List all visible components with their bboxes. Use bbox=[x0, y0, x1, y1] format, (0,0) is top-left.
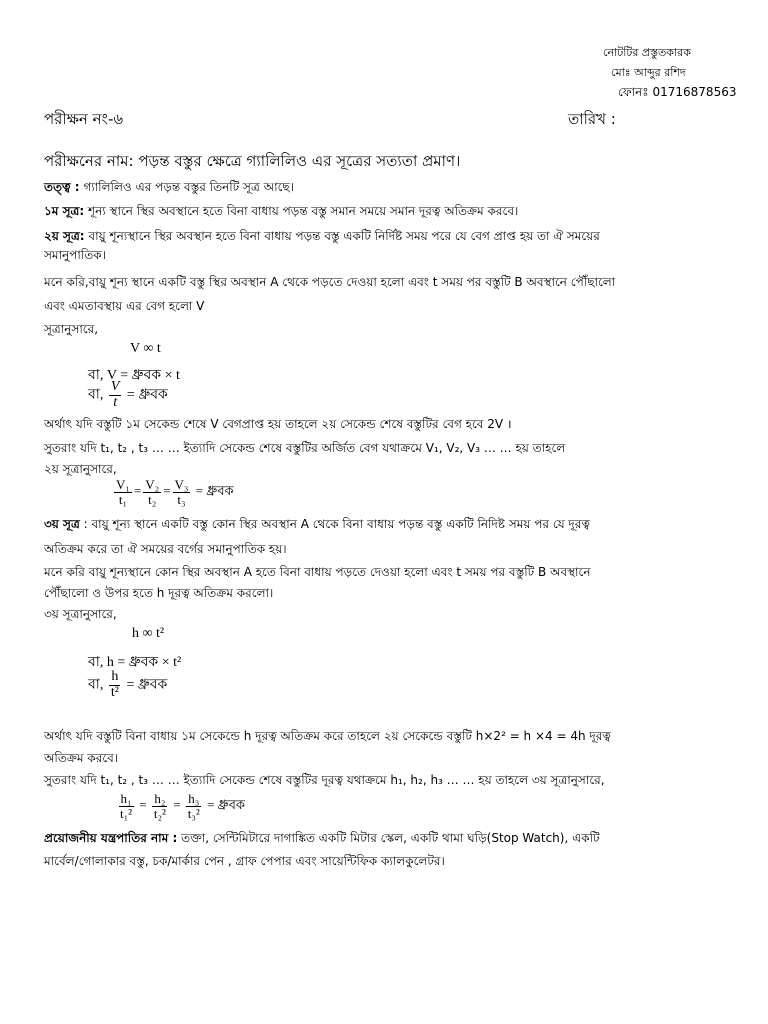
preparer-label: নোটটির প্রস্তুতকারক bbox=[603, 46, 691, 59]
law3-para1a: মনে করি বায়ু শূন্যস্থানে কোন স্থির অবস্থান A হতে বিনা বাধায় পড়তে দেওয়া হলো এবং t সময় পর বস্তুটি B অবস্থানে bbox=[44, 565, 591, 579]
law3-text1: : বায়ু শূন্য স্থানে একটি বস্তু কোন স্থির অবস্থান A থেকে বিনা বাধায় পড়ন্ত বস্তু একটি নিদিষ্ট সময় পর যে দূরত্ব bbox=[83, 517, 590, 531]
law3-eq3-fraction bbox=[109, 670, 121, 700]
law3-frac1-den: t₁² bbox=[120, 805, 133, 821]
law2-label: ২য় সূত্র: bbox=[44, 229, 85, 243]
law2-frac3-den: t₃ bbox=[177, 491, 186, 507]
author-name: মোঃ আব্দুর রশিদ bbox=[611, 66, 686, 79]
law2-para1b: এবং এমতাবস্থায় এর বেগ হলো V bbox=[44, 299, 205, 313]
law2-frac1-num: V₁ bbox=[116, 477, 130, 492]
law3-fraction-chain: $\frac{\text{h₁}}{\text{t₁²}}$ = $\frac{\text{h₂}}{\text{t₂²}}$ = $\frac{\text{h₃}}{\text{t₃²}}$ = ধ্রুবক bbox=[120, 791, 246, 821]
law3-frac3 bbox=[186, 792, 202, 820]
experiment-title: পরীক্ষনের নাম: পড়ন্ত বস্তুর ক্ষেত্রে গ্যালিলিও এর সূত্রের সত্যতা প্রমাণ। bbox=[44, 152, 461, 170]
law2-frac3-num: V₃ bbox=[174, 477, 189, 492]
law2-frac1-den: t₁ bbox=[118, 491, 128, 507]
law2-para3: অর্থাৎ যদি বস্তুটি ১ম সেকেন্ড শেষে V বেগপ্রাপ্ত হয় তাহলে ২য় সেকেন্ড শেষে বস্তুটির বেগ হবে 2V । bbox=[44, 417, 512, 431]
law2-para4a: সুতরাং যদি t₁, t₂ , t₃ … … ইত্যাদি সেকেন্ড শেষে বস্তুটির অর্জিত বেগ যথাক্রমে V₁, V₂, V₃ … … হয় তাহলে bbox=[44, 441, 566, 455]
law3-frac1-num: h₁ bbox=[120, 791, 132, 806]
law2-eq3-prefix: বা, bbox=[88, 387, 104, 403]
law2-eq2: বা, V = ধ্রুবক × t bbox=[88, 368, 180, 383]
law3-eq2: বা, h = ধ্রুবক × t² bbox=[88, 655, 182, 670]
law3-text2: অতিক্রম করে তা ঐ সময়ের বর্গের সমানুপাতিক হয়। bbox=[44, 542, 287, 556]
law3-para2: ৩য় সূত্রানুসারে, bbox=[44, 607, 117, 621]
law2-eq3-den: t bbox=[113, 394, 118, 410]
law3-frac2 bbox=[152, 792, 168, 820]
theory-line bbox=[44, 179, 294, 199]
law3-eq1: h ∞ t² bbox=[132, 626, 165, 641]
law2-eq3 bbox=[88, 380, 168, 410]
law3-para4: সুতরাং যদি t₁, t₂ , t₃ … … ইত্যাদি সেকেন্ড শেষে বস্তুটির দূরত্ব যথাক্রমে h₁, h₂, h₃ … … হয় তাহলে ৩য় সূত্রানুসারে, bbox=[44, 773, 605, 787]
law1-line bbox=[44, 203, 518, 223]
law2-frac2-num: V₂ bbox=[145, 477, 160, 492]
law3-line bbox=[44, 516, 590, 536]
law3-frac3-den: t₃² bbox=[187, 805, 200, 821]
law3-frac3-num: h₃ bbox=[188, 791, 200, 806]
author-phone: ফোনঃ 01716878563 bbox=[618, 85, 737, 99]
law2-text2: সমানুপাতিক। bbox=[44, 248, 106, 262]
law2-frac2-den: t₂ bbox=[148, 491, 157, 507]
law3-para3b: অতিক্রম করবে। bbox=[44, 751, 119, 765]
law2-frac1 bbox=[114, 478, 132, 506]
experiment-number: পরীক্ষন নং-৬ bbox=[44, 110, 124, 128]
law2-para1a: মনে করি,বায়ু শূন্য স্থানে একটি বস্তু স্থির অবস্থান A থেকে পড়তে দেওয়া হলো এবং t সময় পর বস্তুটি B অবস্থানে পৌঁছালো bbox=[44, 275, 616, 289]
law3-frac-result: = ধ্রুবক bbox=[207, 797, 246, 813]
equipment-label: প্রয়োজনীয় যন্ত্রপাতির নাম : bbox=[44, 831, 178, 845]
law3-frac2-num: h₂ bbox=[154, 791, 166, 806]
law2-para4b: ২য় সূত্রানুসারে, bbox=[44, 462, 117, 476]
law3-eq3-suffix: = ধ্রুবক bbox=[126, 677, 168, 693]
equipment-text1: তক্তা, সেন্টিমিটারে দাগাঙ্কিত একটি মিটার স্কেল, একটি থামা ঘড়ি(Stop Watch), একটি bbox=[181, 831, 600, 845]
law2-eq3-suffix: = ধ্রুবক bbox=[126, 387, 168, 403]
law2-frac2 bbox=[143, 478, 161, 506]
law3-eq3-den: t² bbox=[110, 684, 119, 700]
law1-text: শূন্য স্থানে স্থির অবস্থানে হতে বিনা বাধায় পড়ন্ত বস্তু সমান সময়ে সমান দূরত্ব অতিক্রম করবে। bbox=[88, 204, 519, 218]
theory-text: গ্যালিলিও এর পড়ন্ত বস্তুর তিনটি সূত্র আছে। bbox=[83, 180, 294, 194]
law3-eq3-num: h bbox=[111, 669, 119, 684]
law2-frac-result: = ধ্রুবক bbox=[195, 483, 234, 499]
law3-para1b: পৌঁছালো ও উপর হতে h দূরত্ব অতিক্রম করলো। bbox=[44, 586, 274, 600]
equipment-text2: মার্বেল/গোলাকার বস্তু, চক/মার্কার পেন , গ্রাফ পেপার এবং সায়েন্টিফিক ক্যালকুলেটর। bbox=[44, 854, 445, 868]
theory-label: তত্ত্ব : bbox=[44, 180, 80, 194]
law3-label: ৩য় সূত্র bbox=[44, 517, 80, 531]
law2-line bbox=[44, 228, 600, 248]
law1-label: ১ম সূত্র: bbox=[44, 204, 85, 218]
law2-eq1: V ∞ t bbox=[130, 341, 161, 356]
equipment-line bbox=[44, 830, 600, 850]
law3-eq3-prefix: বা, bbox=[88, 677, 104, 693]
law2-text1: বায়ু শূন্যস্থানে স্থির অবস্থান হতে বিনা বাধায় পড়ন্ত বস্তু একটি নির্দিষ্ট সময় পরে যে বেগ প্রাপ্ত হয় তা ঐ সময়ের bbox=[88, 229, 600, 243]
date-label: তারিখ : bbox=[568, 110, 616, 128]
law2-eq3-fraction bbox=[109, 380, 122, 410]
law3-para3a: অর্থাৎ যদি বস্তুটি বিনা বাধায় ১ম সেকেন্ডে h দূরত্ব অতিক্রম করে তাহলে ২য় সেকেন্ডে বস্তুটি h×2² = h ×4 = 4h দূরত্ব bbox=[44, 729, 611, 743]
law2-frac3 bbox=[173, 478, 191, 506]
law3-frac1 bbox=[118, 792, 134, 820]
law3-eq3 bbox=[88, 670, 167, 700]
law3-frac2-den: t₂² bbox=[153, 805, 166, 821]
law2-eq3-num: V bbox=[110, 379, 120, 394]
law2-para2: সূত্রানুসারে, bbox=[44, 322, 99, 336]
law2-fraction-chain: $\frac{\text{V₁}}{\text{t₁}}$ = $\frac{\text{V₂}}{\text{t₂}}$ = $\frac{\text{V₃}}{\text{t₃}}$ = ধ্রুবক bbox=[116, 477, 234, 507]
